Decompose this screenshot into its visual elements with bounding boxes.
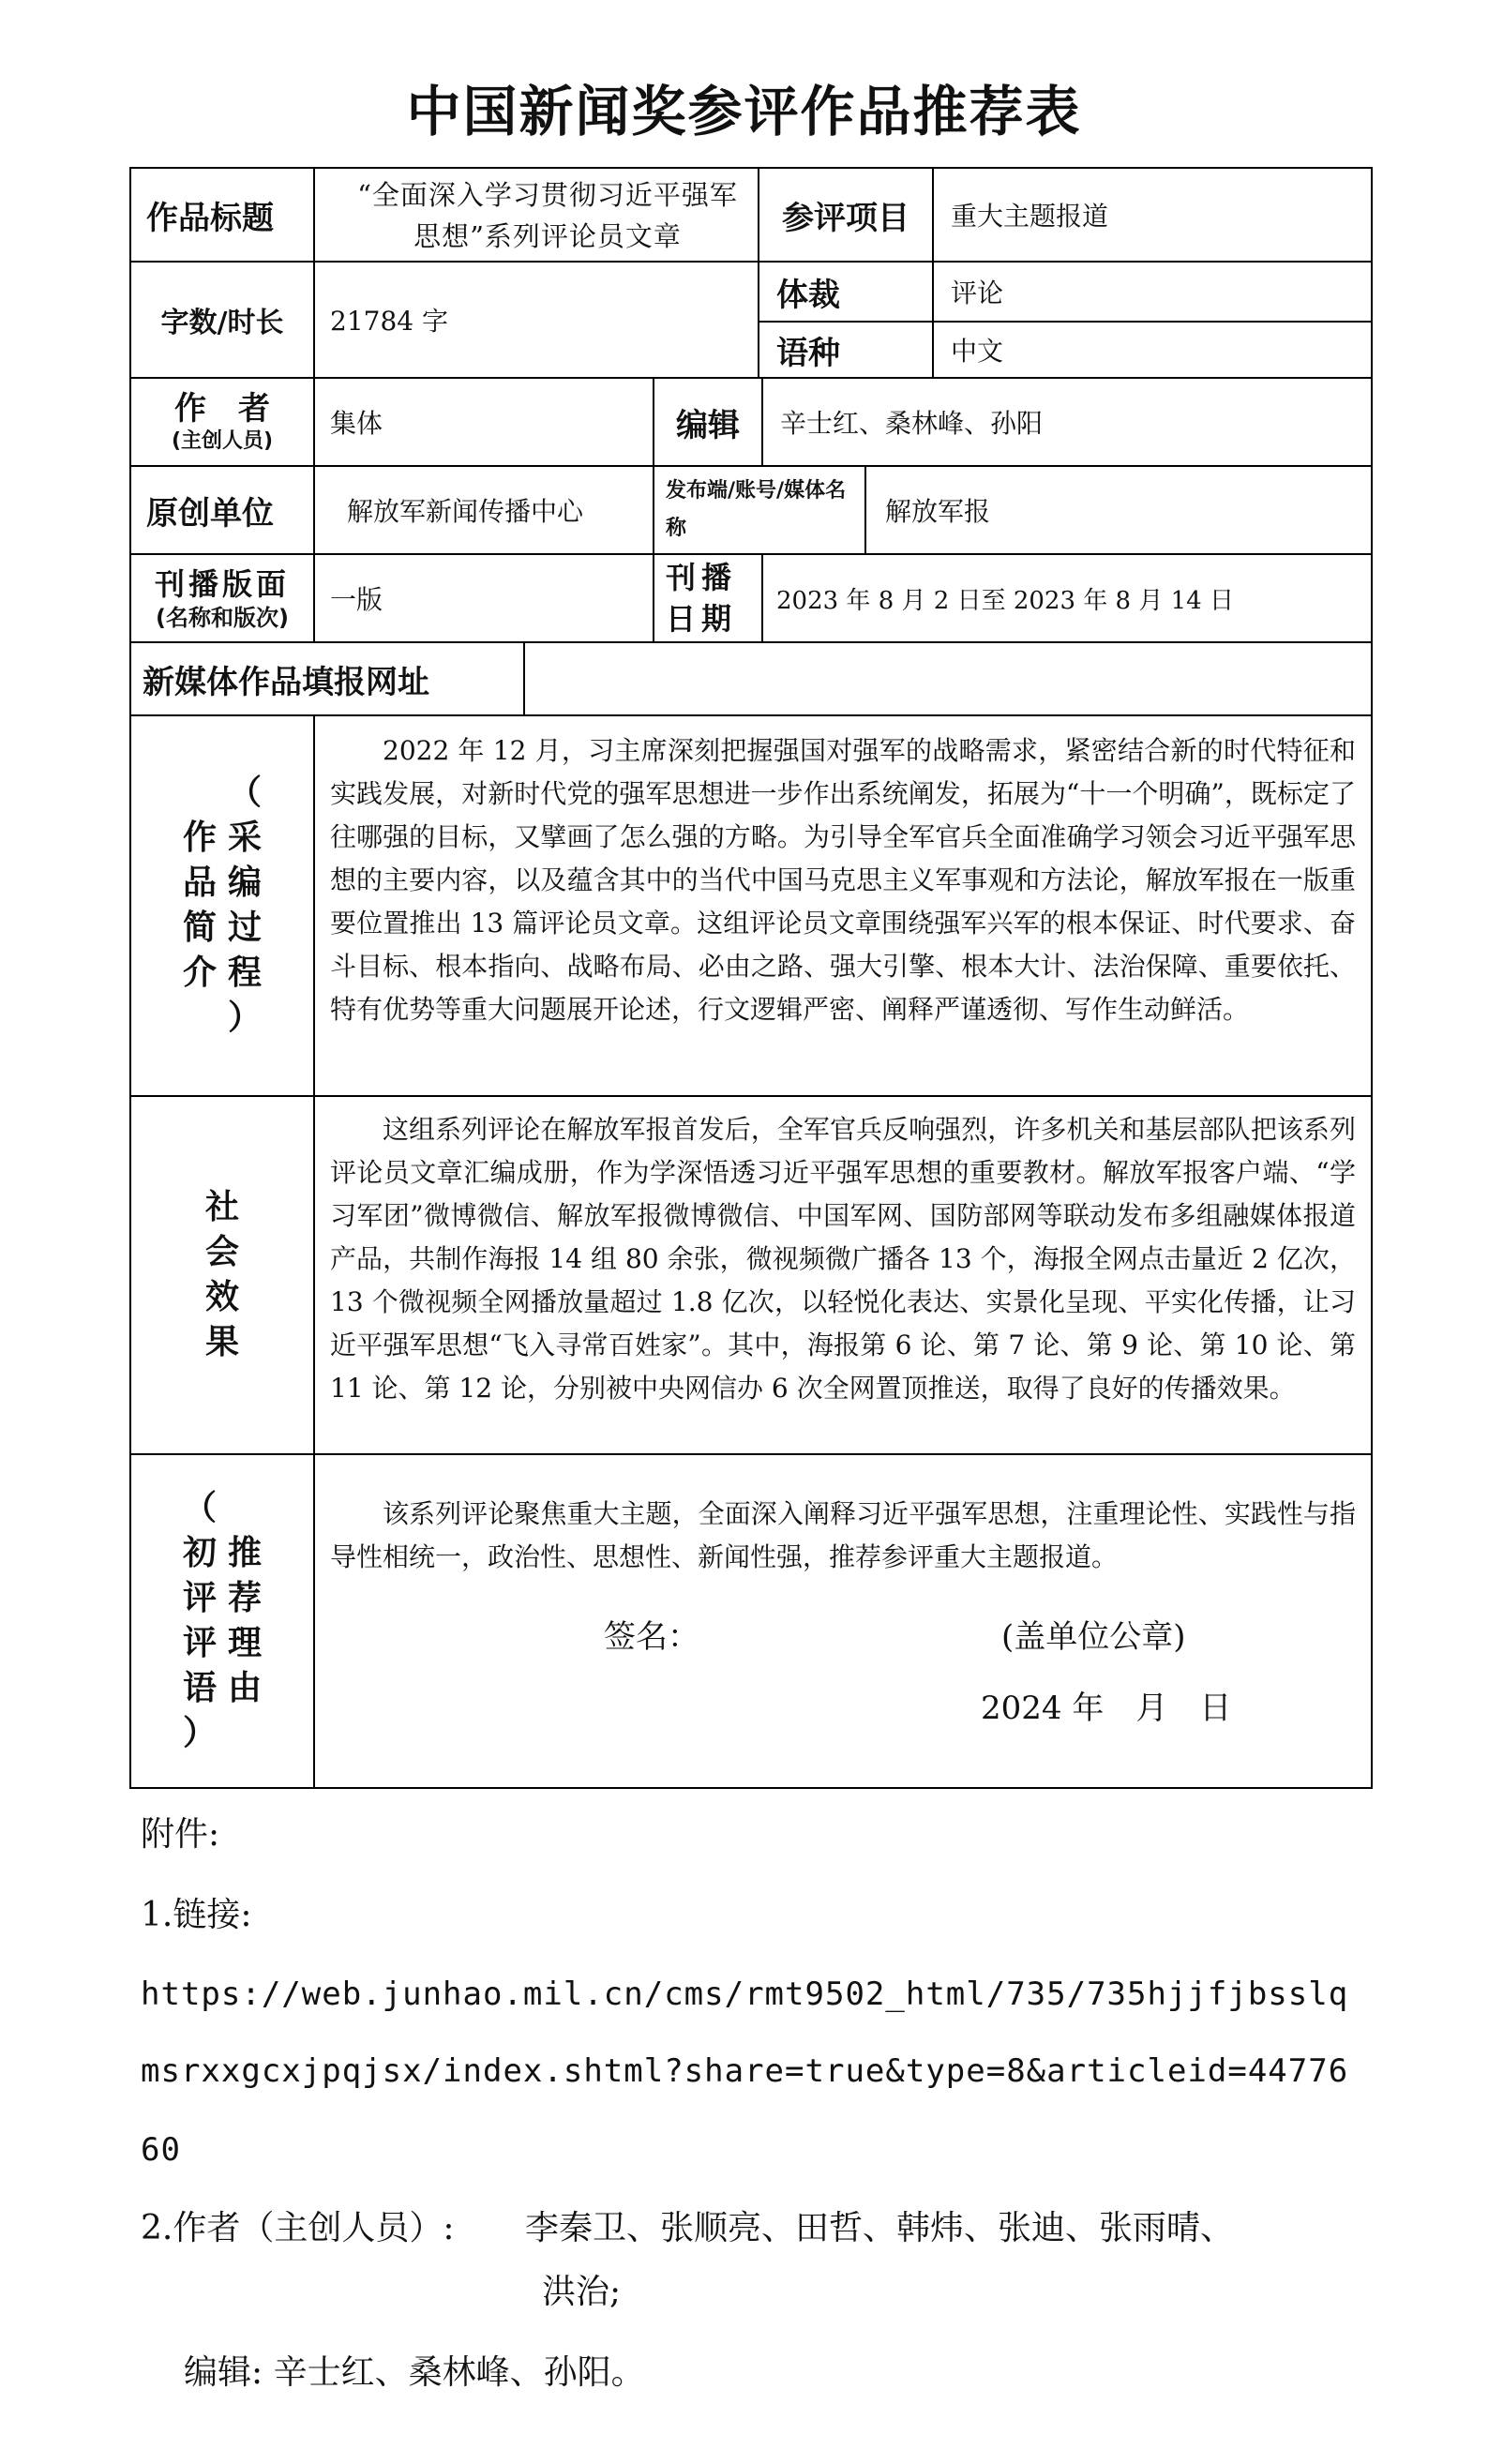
effect-label-char: 社 [204, 1188, 239, 1226]
page-title: 中国新闻奖参评作品推荐表 [406, 80, 1082, 143]
genre-value: 评论 [951, 278, 1004, 308]
author-label: 作 者 [174, 390, 270, 428]
editors-line: 编辑: 辛士红、桑林峰、孙阳。 [184, 2353, 645, 2392]
process-label-char: 采 [227, 819, 262, 857]
process-label-char: ） [227, 999, 262, 1037]
link-url-line3[interactable]: 60 [141, 2131, 181, 2169]
process-label-char: 过 [227, 909, 262, 947]
url-value[interactable] [542, 643, 1358, 714]
editor-label: 编辑 [676, 406, 740, 444]
page-value: 一版 [330, 584, 383, 615]
sign-label: 签名： [604, 1617, 699, 1656]
process-label-grid [177, 771, 267, 1041]
process-text: 2022 年 12 月，习主席深刻把握强国对强军的战略需求，紧密结合新的时代特征和实践发展，对新时代党的强军思想进一步作出系统阐发，拓展为“十一个明确”，既标定了往哪强的目标，又擘画了怎么强的方略。为引导全军官兵全面准确学习领会习近平强军思想的主要内容，以及蕴含其中的当代中国马克思主义军事观和方法论，解放军报在一版重要位置推出 13 篇评论员文章。这组评论员文章围绕强军兴军的根本保证、时代要求、奋斗目标、根本指向、战略布局、必由之路、强大引擎、根本大计、法治保障、重要依托、特有优势等重大问题展开论述，行文逻辑严密、阐释严谨透彻、写作生动鲜活。 [330, 735, 1356, 1025]
wordcount-label: 字数/时长 [160, 307, 284, 339]
author-sublabel: (主创人员) [171, 429, 274, 453]
author-value: 集体 [330, 408, 383, 439]
appendix-heading: 附件: [141, 1815, 220, 1854]
page-label: 刊播版面 [154, 566, 290, 602]
category-value: 重大主题报道 [951, 201, 1109, 232]
wordcount-value: 21784 字 [330, 306, 448, 337]
authors-line1: 李秦卫、张顺亮、田哲、韩炜、张迪、张雨晴、 [525, 2209, 1235, 2247]
url-label: 新媒体作品填报网址 [143, 663, 429, 701]
process-label-char: （ [227, 774, 262, 812]
effect-label-char: 效 [204, 1278, 239, 1316]
effect-text-cell [330, 1108, 1356, 1446]
review-label-char: 推 [227, 1534, 262, 1572]
language-value: 中文 [951, 336, 1004, 367]
process-label-char: 介 [182, 954, 217, 992]
review-label-char: 理 [227, 1624, 262, 1662]
language-label: 语种 [776, 334, 840, 372]
page-sublabel: (名称和版次) [156, 605, 289, 631]
date-value: 2023 年 8 月 2 日至 2023 年 8 月 14 日 [776, 586, 1234, 615]
platform-label: 发布端/账号/媒体名称 [666, 479, 847, 540]
title-label: 作品标题 [146, 199, 274, 237]
effect-label [131, 1097, 313, 1453]
author-label-cell [131, 379, 313, 465]
review-label-char: 由 [227, 1669, 262, 1707]
unit-label: 原创单位 [146, 494, 274, 533]
effect-text: 这组系列评论在解放军报首发后，全军官兵反响强烈，许多机关和基层部队把该系列评论员文章汇编成册，作为学深悟透习近平强军思想的重要教材。解放军报客户端、“学习军团”微博微信、解放军报微博微信、中国军网、国防部网等联动发布多组融媒体报道产品，共制作海报 14 组 80 余张，微视频微广播各 13 个，海报全网点击量近 2 亿次，13 个微视频全网播放量超过 1.8 亿次，以轻悦化表达、实景化呈现、平实化传播，让习近平强军思想“飞入寻常百姓家”。其中，海报第 6 论、第 7 论、第 9 论、第 10 论、第 11 论、第 12 论，分别被中央网信办 6 次全网置顶推送，取得了良好的传播效果。 [330, 1114, 1356, 1404]
effect-label-char: 果 [204, 1323, 239, 1361]
review-label-grid [177, 1486, 267, 1756]
process-label-char: 作 [182, 819, 217, 857]
review-label-char: 荐 [227, 1579, 262, 1617]
review-label-char: 评 [182, 1579, 217, 1617]
sign-date: 2024 年 月 日 [981, 1689, 1232, 1727]
platform-value: 解放军报 [885, 496, 991, 527]
link-url-line2[interactable]: msrxxgcxjpqjsx/index.shtml?share=true&type=8&articleid=44776 [141, 2052, 1349, 2090]
process-label-char: 简 [182, 909, 217, 947]
link-label: 1.链接: [141, 1896, 252, 1934]
seal-label: (盖单位公章) [1001, 1617, 1186, 1656]
review-label-char: 评 [182, 1624, 217, 1662]
effect-label-char: 会 [204, 1233, 239, 1271]
recommendation-form [129, 167, 1373, 1787]
review-label-char: ） [182, 1714, 217, 1752]
review-label-char: 语 [182, 1669, 217, 1707]
link-url-line1[interactable]: https://web.junhao.mil.cn/cms/rmt9502_html/735/735hjjfjbsslq [141, 1976, 1349, 2013]
process-label-char: 编 [227, 864, 262, 902]
authors-label: 2.作者（主创人员）: [141, 2209, 455, 2247]
review-label-char: （ [182, 1489, 217, 1527]
unit-value: 解放军新闻传播中心 [347, 496, 584, 527]
page-label-cell [131, 555, 313, 641]
genre-label: 体裁 [776, 276, 840, 314]
review-label-char: 初 [182, 1534, 217, 1572]
date-label: 刊播日期 [666, 560, 738, 637]
authors-line2: 洪治; [542, 2273, 622, 2311]
review-text-cell [330, 1493, 1356, 1586]
category-label: 参评项目 [782, 199, 909, 237]
title-value: “全面深入学习贯彻习近平强军思想”系列评论员文章 [357, 179, 738, 252]
process-label-char: 品 [182, 864, 217, 902]
review-label [131, 1455, 313, 1787]
process-text-cell [330, 729, 1356, 1086]
process-label-char: 程 [227, 954, 262, 992]
review-text: 该系列评论聚焦重大主题，全面深入阐释习近平强军思想，注重理论性、实践性与指导性相统一，政治性、思想性、新闻性强，推荐参评重大主题报道。 [330, 1498, 1356, 1572]
editor-value: 辛士红、桑林峰、孙阳 [780, 408, 1044, 439]
process-label [131, 716, 313, 1095]
